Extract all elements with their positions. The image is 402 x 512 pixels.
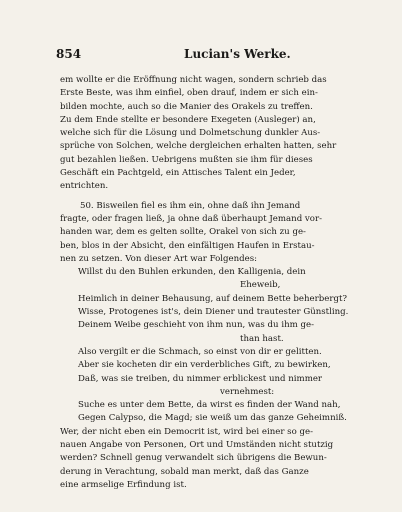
verse-line: Wisse, Protogenes ist's, dein Diener und trautester Günstling. bbox=[78, 307, 349, 318]
text-line: entrichten. bbox=[60, 181, 109, 192]
verse-continuation: than hast. bbox=[240, 333, 284, 344]
running-title: Lucian's Werke. bbox=[184, 47, 291, 61]
text-line: sprüche von Solchen, welche dergleichen erhalten hatten, sehr bbox=[60, 141, 337, 152]
page-body bbox=[60, 74, 360, 492]
verse-line: Aber sie kocheten dir ein verderbliches Gift, zu bewirken, bbox=[78, 360, 331, 371]
verse-line: Suche es unter dem Bette, da wirst es finden der Wand nah, bbox=[78, 400, 341, 411]
verse-line: Deinem Weibe geschieht von ihm nun, was du ihm ge- bbox=[78, 320, 314, 331]
verse-line: Heimlich in deiner Behausung, auf deinem Bette beherbergt? bbox=[78, 293, 348, 304]
text-line: fragte, oder fragen ließ, ja ohne daß überhaupt Jemand vor- bbox=[60, 213, 322, 224]
text-line: Zu dem Ende stellte er besondere Exegeten (Ausleger) an, bbox=[60, 114, 316, 125]
text-line: welche sich für die Lösung und Dolmetschung dunkler Aus- bbox=[60, 128, 321, 139]
text-line: ben, blos in der Absicht, den einfältigen Haufen in Erstau- bbox=[60, 240, 315, 251]
text-line: nen zu setzen. Von dieser Art war Folgendes: bbox=[60, 253, 258, 264]
text-line: handen war, dem es gelten sollte, Orakel von sich zu ge- bbox=[60, 227, 306, 238]
page-header bbox=[56, 47, 366, 63]
paragraph-start: 50. Bisweilen fiel es ihm ein, ohne daß ihn Jemand bbox=[80, 200, 301, 211]
verse-line: Gegen Calypso, die Magd; sie weiß um das ganze Geheimniß. bbox=[78, 413, 347, 424]
page-number: 854 bbox=[56, 47, 82, 61]
text-line: em wollte er die Eröffnung nicht wagen, sondern schrieb das bbox=[60, 75, 327, 85]
text-line: eine armselige Erfindung ist. bbox=[60, 479, 187, 490]
text-line: bilden mochte, auch so die Manier des Orakels zu treffen. bbox=[60, 101, 313, 112]
verse-line: Daß, was sie treiben, du nimmer erblickest und nimmer bbox=[78, 373, 323, 384]
text-line: Erste Beste, was ihm einfiel, oben drauf, indem er sich ein- bbox=[60, 88, 318, 99]
verse-continuation: Eheweib, bbox=[240, 280, 281, 291]
text-line: Geschäft ein Pachtgeld, ein Attisches Talent ein Jeder, bbox=[60, 168, 296, 179]
verse-continuation: vernehmest: bbox=[220, 386, 275, 397]
text-line: derung in Verachtung, sobald man merkt, daß das Ganze bbox=[60, 466, 309, 477]
text-line: gut bezahlen ließen. Uebrigens mußten sie ihm für dieses bbox=[60, 154, 313, 165]
text-line: Wer, der nicht eben ein Democrit ist, wird bei einer so ge- bbox=[60, 426, 313, 437]
verse-line: Willst du den Buhlen erkunden, den Kalligenia, dein bbox=[78, 267, 306, 278]
text-line: nauen Angabe von Personen, Ort und Umständen nicht stutzig bbox=[60, 440, 334, 451]
verse-line: Also vergilt er die Schmach, so einst von dir er gelitten. bbox=[78, 346, 322, 357]
text-line: werden? Schnell genug verwandelt sich übrigens die Bewun- bbox=[60, 453, 327, 464]
